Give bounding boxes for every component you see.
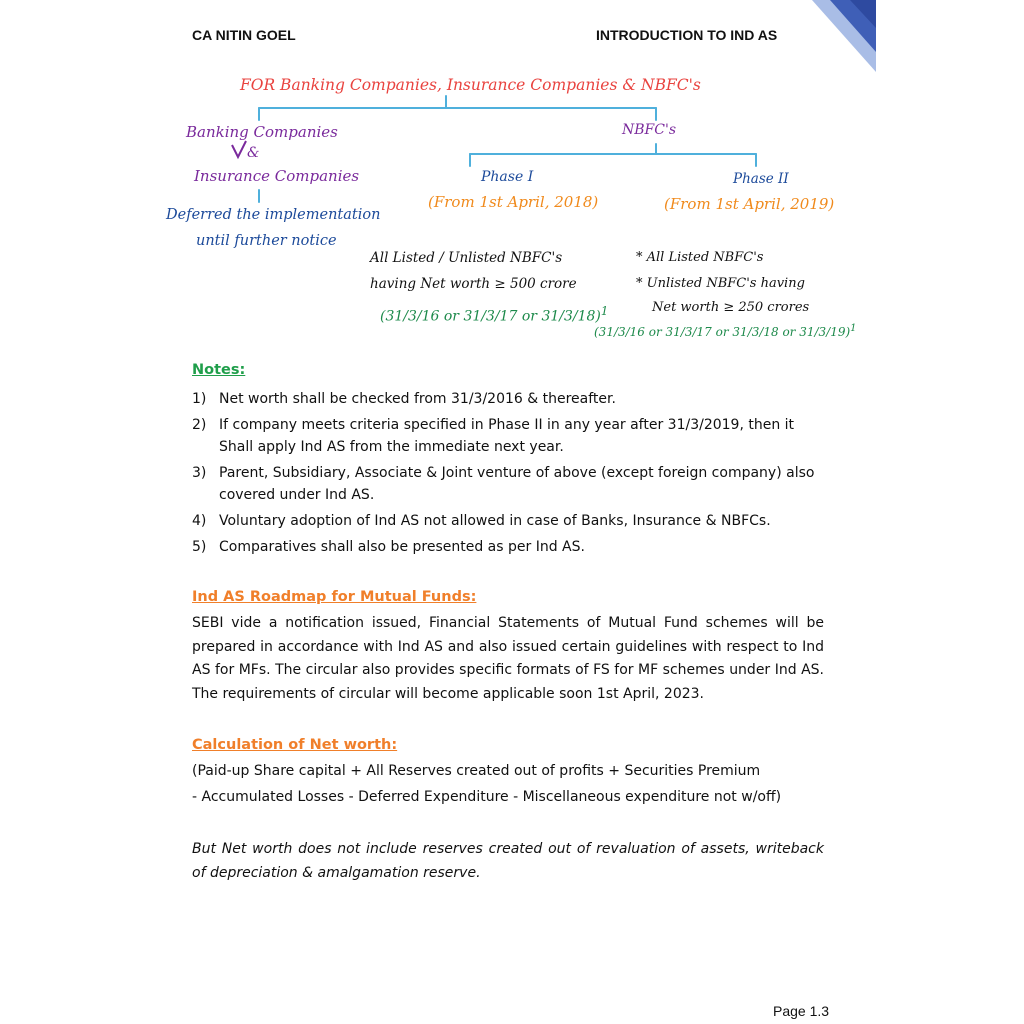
- note-number: 4): [192, 513, 207, 529]
- phase1-line1: All Listed / Unlisted NBFC's: [370, 250, 563, 266]
- phase2-footnote-mark: 1: [850, 323, 857, 334]
- mutual-funds-title: Ind AS Roadmap for Mutual Funds:: [192, 589, 477, 605]
- phase1-line2: having Net worth ≥ 500 crore: [370, 276, 577, 292]
- list-item: [192, 510, 832, 532]
- insurance-companies-label: Insurance Companies: [194, 167, 360, 185]
- page-number: Page 1.3: [773, 1003, 830, 1019]
- phase2-title: Phase II: [733, 171, 789, 187]
- diagram-root: FOR Banking Companies, Insurance Companies & NBFC's: [240, 76, 701, 94]
- note-number: 5): [192, 539, 207, 555]
- list-item: [192, 536, 832, 558]
- list-item: [192, 462, 832, 506]
- phase2-dates: (31/3/16 or 31/3/17 or 31/3/18 or 31/3/19): [594, 325, 851, 339]
- note-number: 1): [192, 391, 207, 407]
- ampersand-label: &: [247, 145, 260, 161]
- deferred-note-line2: until further notice: [196, 233, 337, 249]
- header-chapter-title: INTRODUCTION TO IND AS: [596, 27, 778, 43]
- net-worth-exclusion-note: But Net worth does not include reserves created out of revaluation of assets, writeback of depreciation & amalgamation reserve.: [192, 841, 824, 881]
- note-text: Comparatives shall also be presented as per Ind AS.: [219, 539, 585, 555]
- phase1-dates: (31/3/16 or 31/3/17 or 31/3/18): [380, 308, 601, 325]
- phase2-date: (From 1st April, 2019): [664, 195, 835, 213]
- notes-title: Notes:: [192, 362, 246, 378]
- phase1-footnote-mark: 1: [600, 304, 609, 318]
- mutual-funds-paragraph: SEBI vide a notification issued, Financial Statements of Mutual Fund schemes will be prepared in accordance with Ind AS and also issued certain guidelines with respect to Ind AS for MFs. The circular also provides specific formats of FS for MF schemes under Ind AS. The requirements of circular will become applicable soon 1st April, 2023.: [192, 615, 824, 702]
- note-text: Net worth shall be checked from 31/3/2016 & thereafter.: [219, 391, 616, 407]
- notes-list: [192, 388, 832, 562]
- note-text: If company meets criteria specified in Phase II in any year after 31/3/2019, then it Shall apply Ind AS from the immediate next year.: [219, 417, 795, 455]
- banking-companies-label: Banking Companies: [186, 123, 338, 141]
- net-worth-title: Calculation of Net worth:: [192, 737, 398, 753]
- phase2-line4: [594, 323, 857, 339]
- deferred-note-line1: Deferred the implementation: [166, 207, 381, 223]
- net-worth-formula-line1: (Paid-up Share capital + All Reserves created out of profits + Securities Premium: [192, 763, 761, 779]
- phase2-line2: * Unlisted NBFC's having: [636, 276, 805, 291]
- nbfc-label: NBFC's: [622, 122, 676, 138]
- phase2-line1: * All Listed NBFC's: [636, 250, 764, 265]
- phase1-title: Phase I: [481, 169, 534, 185]
- note-number: 3): [192, 465, 207, 481]
- note-text: Voluntary adoption of Ind AS not allowed in case of Banks, Insurance & NBFCs.: [219, 513, 771, 529]
- phase2-line3: Net worth ≥ 250 crores: [652, 300, 810, 315]
- net-worth-formula-line2: - Accumulated Losses - Deferred Expenditure - Miscellaneous expenditure not w/off): [192, 789, 782, 805]
- note-text: Parent, Subsidiary, Associate & Joint venture of above (except foreign company) also covered under Ind AS.: [219, 465, 815, 503]
- list-item: [192, 388, 832, 410]
- phase1-line3: [380, 304, 608, 325]
- phase1-date: (From 1st April, 2018): [428, 193, 599, 211]
- list-item: [192, 414, 832, 458]
- note-number: 2): [192, 417, 207, 433]
- header-author: CA NITIN GOEL: [192, 27, 296, 43]
